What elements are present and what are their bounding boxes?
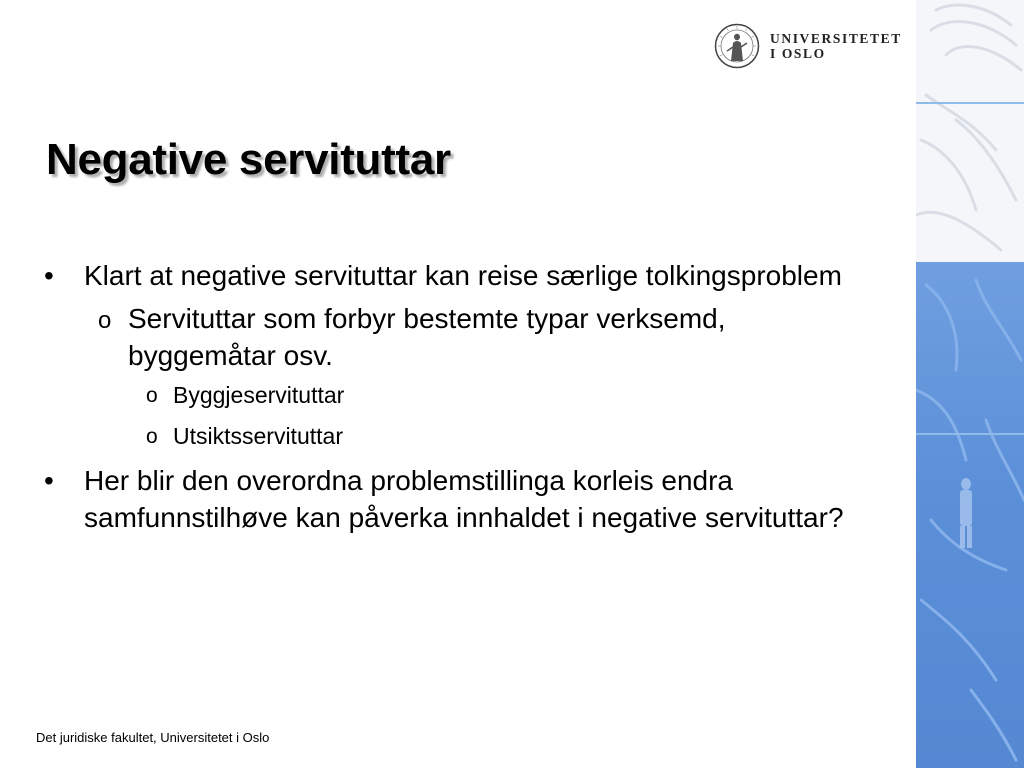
university-seal-icon [714,23,760,69]
side-divider-line [916,433,1024,435]
sub-sub-bullet-marker: o [146,425,158,448]
apollo-head-image [916,0,1024,768]
sub-sub-bullet-marker: o [146,384,158,407]
sub-sub-bullet-text: Utsiktsservituttar [173,423,343,449]
slide-body [0,257,900,542]
side-divider-line [916,102,1024,104]
logo-wordmark [770,31,902,61]
bullet-text: Klart at negative servituttar kan reise særlige tolkingsproblem [84,260,842,291]
sub-sub-bullet-item [146,421,773,451]
sub-sub-bullet-item [146,380,773,410]
sub-bullet-item [98,300,878,374]
decorative-side-band [916,0,1024,768]
bullet-item [44,257,884,294]
university-logo [714,22,902,70]
slide-footer: Det juridiske fakultet, Universitetet i Oslo [36,730,270,745]
sub-bullet-text: Servituttar som forbyr bestemte typar verksemd, byggemåtar osv. [128,303,726,371]
sub-sub-bullet-text: Byggjeservituttar [173,382,345,408]
sub-bullet-marker: o [98,307,112,334]
logo-line-1: UNIVERSITETET [770,31,902,46]
bullet-marker: • [44,260,54,291]
bullet-text: Her blir den overordna problemstillinga korleis endra samfunnstilhøve kan påverka innhaldet i negative servituttar? [84,465,844,533]
logo-line-2: I OSLO [770,46,826,61]
slide-title: Negative servituttar [46,135,451,184]
bullet-marker: • [44,465,54,496]
bullet-item [44,462,884,536]
